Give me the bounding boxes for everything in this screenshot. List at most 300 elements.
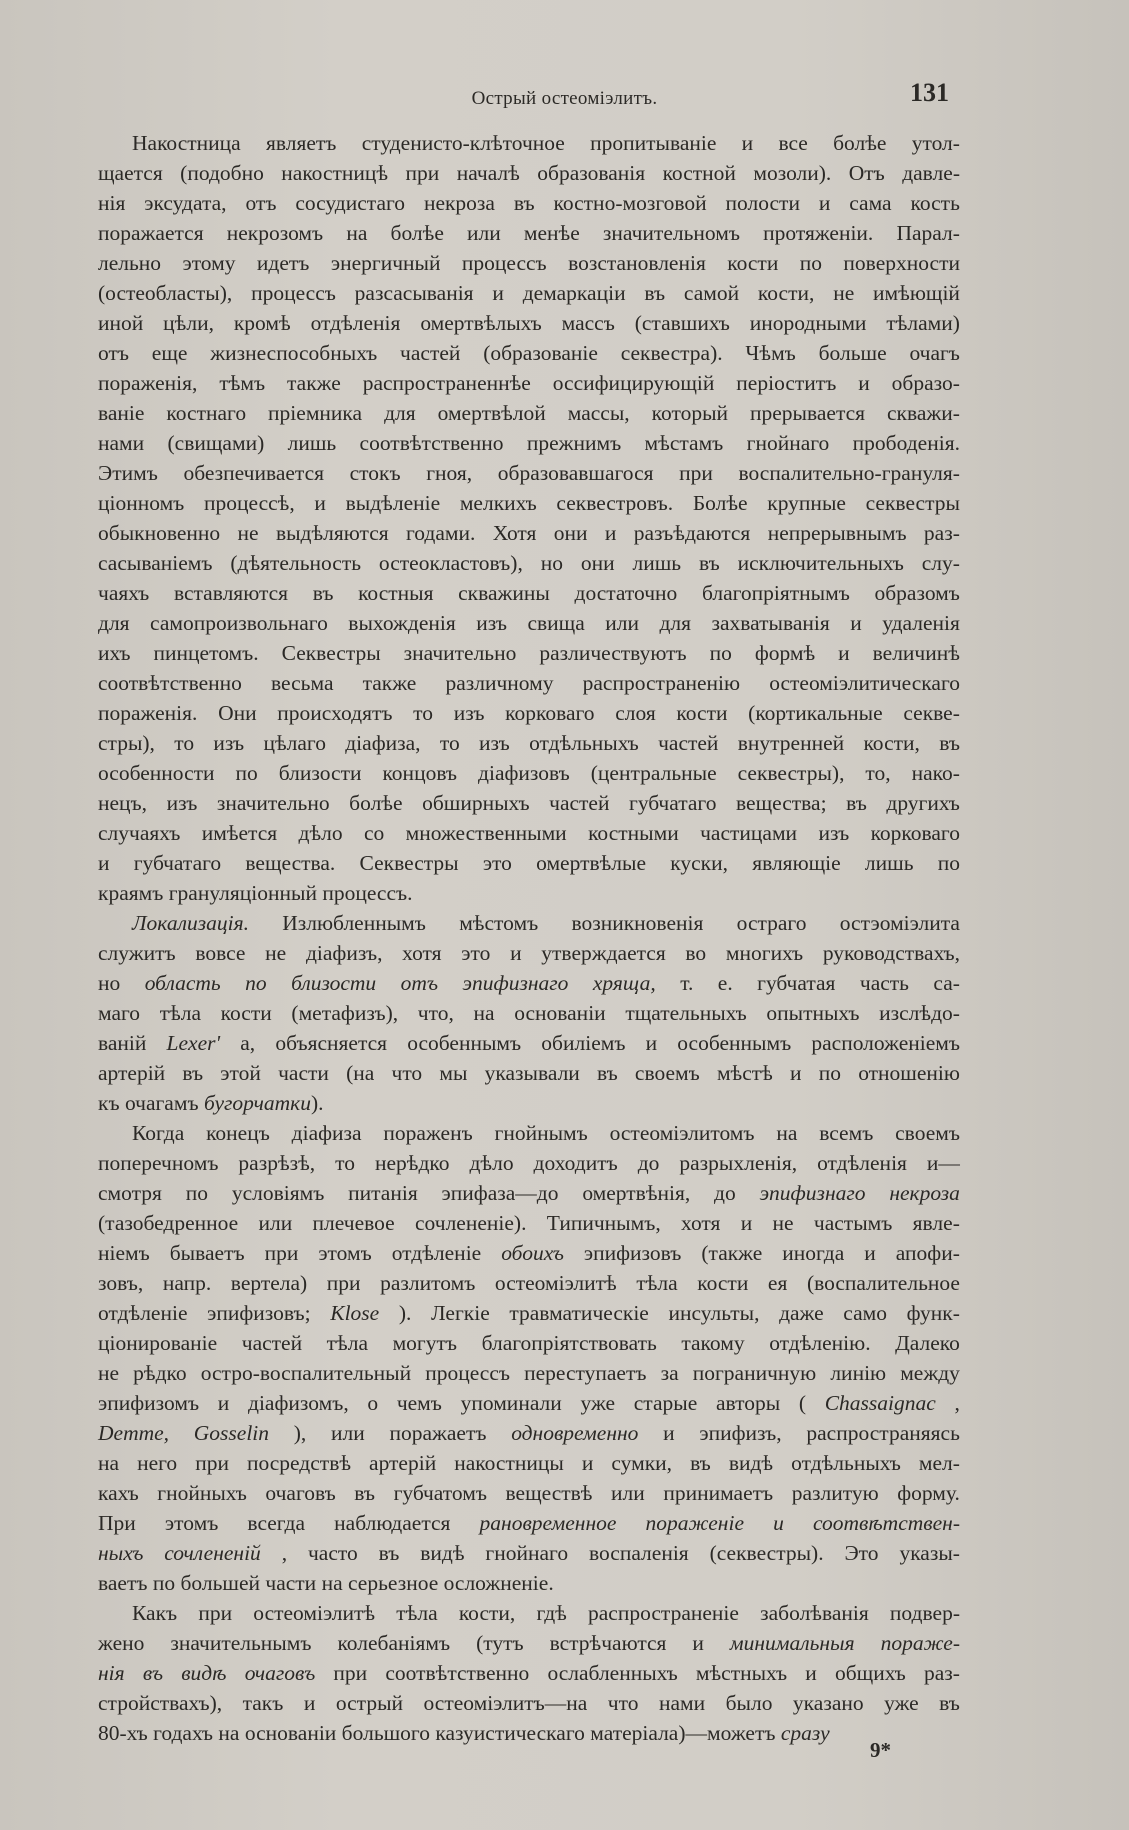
word: отдѣленіе bbox=[98, 1301, 188, 1325]
word: болѣе bbox=[349, 791, 403, 815]
word: діафиза bbox=[291, 1121, 362, 1145]
word: что, bbox=[417, 1001, 454, 1025]
word: дѣло bbox=[469, 1151, 514, 1175]
word: кахъ bbox=[98, 1481, 139, 1505]
word: или bbox=[467, 221, 501, 245]
text-line bbox=[98, 1628, 960, 1658]
word: и bbox=[773, 1511, 784, 1535]
word: протяженіи. bbox=[763, 221, 874, 245]
text-line bbox=[98, 908, 960, 938]
word: основаніи bbox=[514, 1001, 606, 1025]
word: и bbox=[581, 1451, 594, 1475]
word: этомъ bbox=[164, 1511, 219, 1535]
word: мел- bbox=[918, 1451, 960, 1475]
text-line bbox=[98, 1478, 960, 1508]
word: массъ bbox=[561, 311, 615, 335]
word: инсульты, bbox=[668, 1301, 760, 1325]
word: упоминали bbox=[460, 1391, 562, 1415]
word: Когда bbox=[132, 1121, 185, 1145]
word: и bbox=[303, 1691, 316, 1715]
word: цѣлаго bbox=[263, 731, 326, 755]
text-line bbox=[98, 1148, 960, 1178]
word: формѣ bbox=[754, 641, 816, 665]
word: при bbox=[679, 461, 713, 485]
word: по bbox=[245, 971, 267, 995]
word: различествуютъ bbox=[539, 641, 687, 665]
word: между bbox=[900, 1361, 960, 1385]
word: соотвѣтственно bbox=[359, 431, 504, 455]
word: особеннымъ bbox=[677, 1031, 792, 1055]
word: демаркаціи bbox=[522, 281, 626, 305]
word: эпифизнаго bbox=[462, 971, 569, 995]
word: пораженія, bbox=[98, 371, 198, 395]
word: по bbox=[818, 1061, 841, 1085]
word: значительномъ bbox=[602, 221, 740, 245]
word: (воспалительное bbox=[806, 1271, 960, 1295]
word: а, bbox=[240, 1031, 256, 1055]
word: (дѣятельность bbox=[230, 551, 362, 575]
word: частей bbox=[400, 341, 461, 365]
word: остеоміэлитомъ bbox=[609, 1121, 755, 1145]
word: конецъ bbox=[206, 1121, 270, 1145]
text-line bbox=[98, 848, 960, 878]
text-line bbox=[98, 278, 960, 308]
word: отдѣльныхъ bbox=[791, 1451, 901, 1475]
word: тѣла bbox=[636, 1271, 678, 1295]
word: Какъ bbox=[132, 1601, 178, 1625]
word: годами. bbox=[406, 521, 476, 545]
word: раз- bbox=[923, 521, 960, 545]
word: сосудистаго bbox=[295, 191, 406, 215]
word: Секвестры bbox=[281, 641, 381, 665]
word: выхожденія bbox=[348, 611, 456, 635]
word: величинѣ bbox=[872, 641, 960, 665]
word: костно-мозговой bbox=[553, 191, 707, 215]
word: изъ bbox=[213, 731, 245, 755]
word: зовъ, bbox=[98, 1271, 144, 1295]
word: сочлененіе). bbox=[415, 1211, 527, 1235]
word: тѣмъ bbox=[219, 371, 266, 395]
word: и bbox=[314, 491, 326, 515]
word: болѣе bbox=[390, 221, 444, 245]
word: видѣ bbox=[420, 1541, 465, 1565]
word: тѣла bbox=[396, 1601, 438, 1625]
word: при bbox=[405, 161, 440, 185]
word: частымъ bbox=[813, 1211, 893, 1235]
word: и bbox=[850, 611, 862, 635]
word: ціонированіе bbox=[98, 1331, 218, 1355]
word: общихъ bbox=[834, 1661, 906, 1685]
word: поражается bbox=[98, 221, 204, 245]
word: соотвѣтствен- bbox=[812, 1511, 960, 1535]
word: т. bbox=[680, 971, 694, 995]
word: своемъ bbox=[634, 1061, 700, 1085]
word: тѣлами) bbox=[886, 311, 960, 335]
word: уже bbox=[580, 1391, 616, 1415]
word: гноя, bbox=[426, 461, 473, 485]
word: встрѣчаются bbox=[549, 1631, 667, 1655]
word: скважи- bbox=[887, 401, 960, 425]
text-line bbox=[98, 1388, 960, 1418]
word: (метафизъ), bbox=[291, 1001, 399, 1025]
word: но bbox=[540, 551, 563, 575]
word: до bbox=[714, 1181, 736, 1205]
word: ваніе bbox=[98, 401, 145, 425]
word: ныхъ bbox=[98, 1541, 144, 1565]
text-line bbox=[98, 1208, 960, 1238]
word: слу- bbox=[921, 551, 960, 575]
word: изъ bbox=[453, 701, 485, 725]
word: ціонномъ bbox=[98, 491, 185, 515]
text-line bbox=[98, 1298, 960, 1328]
word: въ bbox=[182, 1061, 204, 1085]
word: напр. bbox=[162, 1271, 212, 1295]
word: мѣстамъ bbox=[644, 431, 724, 455]
word: принимаетъ bbox=[663, 1481, 774, 1505]
word: кости bbox=[697, 1271, 749, 1295]
text-line bbox=[98, 788, 960, 818]
text-line bbox=[98, 1658, 960, 1688]
word: что bbox=[391, 1061, 423, 1085]
text-line bbox=[98, 938, 960, 968]
word: губчатомъ bbox=[393, 1481, 487, 1505]
text-line bbox=[98, 158, 960, 188]
word: въ bbox=[644, 281, 666, 305]
word: костнаго bbox=[166, 401, 247, 425]
word: очагъ bbox=[909, 341, 960, 365]
word: Хотя bbox=[492, 521, 537, 545]
word: въ bbox=[846, 791, 867, 815]
word: поперечномъ bbox=[98, 1151, 219, 1175]
word: прежнимъ bbox=[526, 431, 622, 455]
word: и bbox=[858, 371, 870, 395]
word: исключительныхъ bbox=[737, 551, 904, 575]
word: имѣется bbox=[201, 821, 278, 845]
word: то, bbox=[865, 761, 891, 785]
word: то bbox=[413, 701, 434, 725]
word: омертвѣнія, bbox=[582, 1181, 691, 1205]
word: всемъ bbox=[819, 1121, 874, 1145]
word: было bbox=[725, 1691, 773, 1715]
word: отъ bbox=[400, 971, 439, 995]
word: остеокластовъ), bbox=[378, 551, 523, 575]
word: накостницы bbox=[454, 1451, 564, 1475]
word: удаленія bbox=[882, 611, 960, 635]
word: до bbox=[637, 1151, 660, 1175]
word: вертела) bbox=[230, 1271, 308, 1295]
word: остеоміэлитическаго bbox=[769, 671, 960, 695]
word: являющіе bbox=[752, 851, 841, 875]
word: Локализація. bbox=[132, 911, 249, 935]
word: по bbox=[709, 641, 732, 665]
text-line bbox=[98, 1508, 960, 1538]
word: артерій bbox=[369, 1451, 437, 1475]
word: частей bbox=[241, 1331, 303, 1355]
word: некроза bbox=[889, 1181, 960, 1205]
word: ихъ bbox=[98, 641, 131, 665]
word: и bbox=[692, 1631, 704, 1655]
word: при bbox=[326, 1271, 361, 1295]
word: веществѣ bbox=[505, 1481, 593, 1505]
word: являетъ bbox=[265, 131, 337, 155]
page-number: 131 bbox=[910, 78, 949, 107]
word: это bbox=[482, 851, 512, 875]
word: въ bbox=[690, 1451, 711, 1475]
word: (тазобедренное bbox=[98, 1211, 239, 1235]
word: при bbox=[333, 1661, 368, 1685]
word: мѣстѣ bbox=[716, 1061, 773, 1085]
word: некроза bbox=[423, 191, 495, 215]
word: вещества; bbox=[736, 791, 827, 815]
word: Далеко bbox=[895, 1331, 960, 1355]
word: такъ bbox=[242, 1691, 284, 1715]
word: пораженія. bbox=[98, 701, 198, 725]
word: ( bbox=[798, 1391, 807, 1415]
word: Парал- bbox=[896, 221, 960, 245]
word: артерій bbox=[98, 1061, 166, 1085]
word: воспалительно-грануля- bbox=[738, 461, 960, 485]
word: и bbox=[492, 281, 504, 305]
word: (свищами) bbox=[167, 431, 265, 455]
word: на bbox=[776, 1121, 798, 1145]
word: эксудата, bbox=[144, 191, 227, 215]
text-line bbox=[98, 1058, 960, 1088]
word: имѣющій bbox=[873, 281, 960, 305]
word: форму. bbox=[897, 1481, 960, 1505]
word: бываетъ bbox=[169, 1241, 245, 1265]
word: внутренней bbox=[737, 731, 845, 755]
word: такому bbox=[681, 1331, 745, 1355]
word: Типичнымъ, bbox=[546, 1211, 661, 1235]
word: нами bbox=[98, 431, 145, 455]
word: этомъ bbox=[318, 1241, 372, 1265]
word: и bbox=[98, 851, 110, 875]
word: разрѣзѣ, bbox=[238, 1151, 316, 1175]
word: діафиза, bbox=[345, 731, 421, 755]
word: смотря bbox=[98, 1181, 162, 1205]
word: образо- bbox=[891, 371, 960, 395]
word: и bbox=[838, 641, 850, 665]
signature-mark: 9* bbox=[870, 1738, 891, 1762]
word: пропитываніе bbox=[590, 131, 717, 155]
word: нерѣдко bbox=[375, 1151, 450, 1175]
word: старые bbox=[633, 1391, 698, 1415]
word: пинцетомъ. bbox=[153, 641, 259, 665]
word: нецъ, bbox=[98, 791, 148, 815]
text-line bbox=[98, 458, 960, 488]
word: началѣ bbox=[456, 161, 520, 185]
word: множественными bbox=[405, 821, 567, 845]
word: пограничную bbox=[692, 1361, 817, 1385]
word: авторы bbox=[715, 1391, 781, 1415]
word: губчатаго bbox=[629, 791, 717, 815]
word: слоя bbox=[615, 701, 656, 725]
word: части bbox=[278, 1061, 329, 1085]
word: видѣ bbox=[728, 1451, 774, 1475]
word: кости bbox=[676, 701, 728, 725]
word: выдѣляются bbox=[275, 521, 389, 545]
word: при bbox=[195, 1451, 229, 1475]
word: въ bbox=[312, 581, 334, 605]
text-line bbox=[98, 1418, 960, 1448]
text-line bbox=[98, 1268, 960, 1298]
word: выдѣленіе bbox=[345, 491, 441, 515]
word: по bbox=[799, 251, 823, 275]
word: рѣдко bbox=[133, 1361, 187, 1385]
word: тщательныхъ bbox=[625, 1001, 747, 1025]
text-line bbox=[98, 128, 960, 158]
word: остро-воспалительный bbox=[200, 1361, 412, 1385]
word: или bbox=[605, 611, 639, 635]
text-line bbox=[98, 1718, 960, 1748]
text-line bbox=[98, 1178, 960, 1208]
word: остэоміэлита bbox=[839, 911, 960, 935]
word: случаяхъ bbox=[98, 821, 181, 845]
word: близости bbox=[278, 761, 362, 785]
word: часто bbox=[307, 1541, 358, 1565]
word: ослабленныхъ bbox=[547, 1661, 678, 1685]
text-line bbox=[98, 818, 960, 848]
word: эпифизомъ bbox=[98, 1391, 200, 1415]
word: и bbox=[663, 1421, 675, 1445]
word: Излюбленнымъ bbox=[282, 911, 426, 935]
word: лельно bbox=[98, 251, 162, 275]
word: и bbox=[741, 131, 754, 155]
word: достаточно bbox=[574, 581, 678, 605]
word: діафизъ, bbox=[305, 941, 383, 965]
word: распространеніе bbox=[588, 1601, 739, 1625]
word: вовсе bbox=[195, 941, 246, 965]
word: даже bbox=[779, 1301, 824, 1325]
word: При bbox=[98, 1511, 136, 1535]
word: (центральные bbox=[590, 761, 717, 785]
word: не bbox=[833, 281, 855, 305]
word: благопріятствовать bbox=[481, 1331, 657, 1355]
word: , bbox=[281, 1541, 288, 1565]
word: очаговъ bbox=[244, 1661, 316, 1685]
word: эпифизъ, bbox=[699, 1421, 782, 1445]
word: въ bbox=[698, 551, 720, 575]
word: и— bbox=[926, 1151, 960, 1175]
word: пріемника bbox=[268, 401, 363, 425]
word: особеннымъ bbox=[407, 1031, 522, 1055]
word: хотя bbox=[681, 1211, 721, 1235]
word: цѣли, bbox=[163, 311, 214, 335]
word: сама bbox=[849, 191, 892, 215]
word: эпифаза—до bbox=[441, 1181, 559, 1205]
word: многихъ bbox=[725, 941, 804, 965]
word: губчатая bbox=[757, 971, 836, 995]
word: (тутъ bbox=[476, 1631, 524, 1655]
word: гнойнаго bbox=[485, 1541, 569, 1565]
text-segment: 80-хъ годахъ на основаніи большого казуистическаго матеріала)—можетъ bbox=[98, 1721, 781, 1745]
word: они bbox=[553, 521, 588, 545]
text-line bbox=[98, 1238, 960, 1268]
word: процессъ bbox=[461, 251, 547, 275]
word: на bbox=[346, 221, 368, 245]
text-line bbox=[98, 368, 960, 398]
word: въ bbox=[939, 731, 960, 755]
word: массы, bbox=[567, 401, 630, 425]
text-line bbox=[98, 488, 960, 518]
word: разлитую bbox=[791, 1481, 879, 1505]
word: мелкихъ bbox=[459, 491, 537, 515]
word: отдѣленію. bbox=[769, 1331, 871, 1355]
word: образовавшагося bbox=[497, 461, 654, 485]
word: кости, bbox=[863, 731, 920, 755]
word: благопріятнымъ bbox=[701, 581, 850, 605]
word: тѣла bbox=[159, 1001, 202, 1025]
word: но bbox=[98, 971, 121, 995]
word: кости bbox=[727, 251, 779, 275]
word: который bbox=[651, 401, 729, 425]
word: непрерывнымъ bbox=[767, 521, 907, 545]
word: обширныхъ bbox=[422, 791, 530, 815]
word: (остеобласты), bbox=[98, 281, 233, 305]
word: стры), bbox=[98, 731, 155, 755]
word: губчатаго bbox=[133, 851, 222, 875]
word: вещества. bbox=[245, 851, 336, 875]
word: идетъ bbox=[256, 251, 310, 275]
word: костной bbox=[662, 161, 736, 185]
word: (кортикальные bbox=[748, 701, 883, 725]
word: само bbox=[843, 1301, 888, 1325]
word: раз- bbox=[923, 1661, 960, 1685]
word: Болѣе bbox=[692, 491, 748, 515]
word: частицами bbox=[700, 821, 798, 845]
word: корковаго bbox=[870, 821, 960, 845]
text-line bbox=[98, 968, 960, 998]
word: лишь bbox=[864, 851, 914, 875]
word: изслѣдо- bbox=[879, 1001, 960, 1025]
text-line bbox=[98, 668, 960, 698]
word: не bbox=[237, 521, 259, 545]
word: кости, bbox=[458, 1601, 516, 1625]
word: хотя bbox=[402, 941, 442, 965]
word: разрыхленія, bbox=[679, 1151, 798, 1175]
word: область bbox=[144, 971, 221, 995]
word: мы bbox=[439, 1061, 468, 1085]
word: (образованіе bbox=[483, 341, 598, 365]
word: колебаніямъ bbox=[337, 1631, 451, 1655]
word: (ставшихъ bbox=[634, 311, 730, 335]
word: Легкіе bbox=[430, 1301, 490, 1325]
word: значительнымъ bbox=[170, 1631, 312, 1655]
word: опытныхъ bbox=[766, 1001, 860, 1025]
word: значительно bbox=[403, 641, 517, 665]
text-line bbox=[98, 1118, 960, 1148]
word: служитъ bbox=[98, 941, 176, 965]
word: остеоміэлитѣ bbox=[253, 1601, 376, 1625]
word: или bbox=[331, 1421, 365, 1445]
word: сумки, bbox=[611, 1451, 673, 1475]
word: пораже- bbox=[880, 1631, 960, 1655]
word: нія bbox=[98, 1661, 125, 1685]
text-line bbox=[98, 638, 960, 668]
word: въ bbox=[354, 1481, 376, 1505]
word: жизнеспособныхъ bbox=[210, 341, 378, 365]
word: періоститъ bbox=[736, 371, 837, 395]
word: одновременно bbox=[511, 1421, 639, 1445]
word: особенности bbox=[98, 761, 215, 785]
word: при bbox=[198, 1601, 233, 1625]
word: процессъ bbox=[251, 281, 336, 305]
word: хряща, bbox=[592, 971, 656, 995]
word: костными bbox=[588, 821, 679, 845]
word: въ bbox=[142, 1661, 164, 1685]
word: е. bbox=[717, 971, 733, 995]
word: образомъ bbox=[874, 581, 960, 605]
